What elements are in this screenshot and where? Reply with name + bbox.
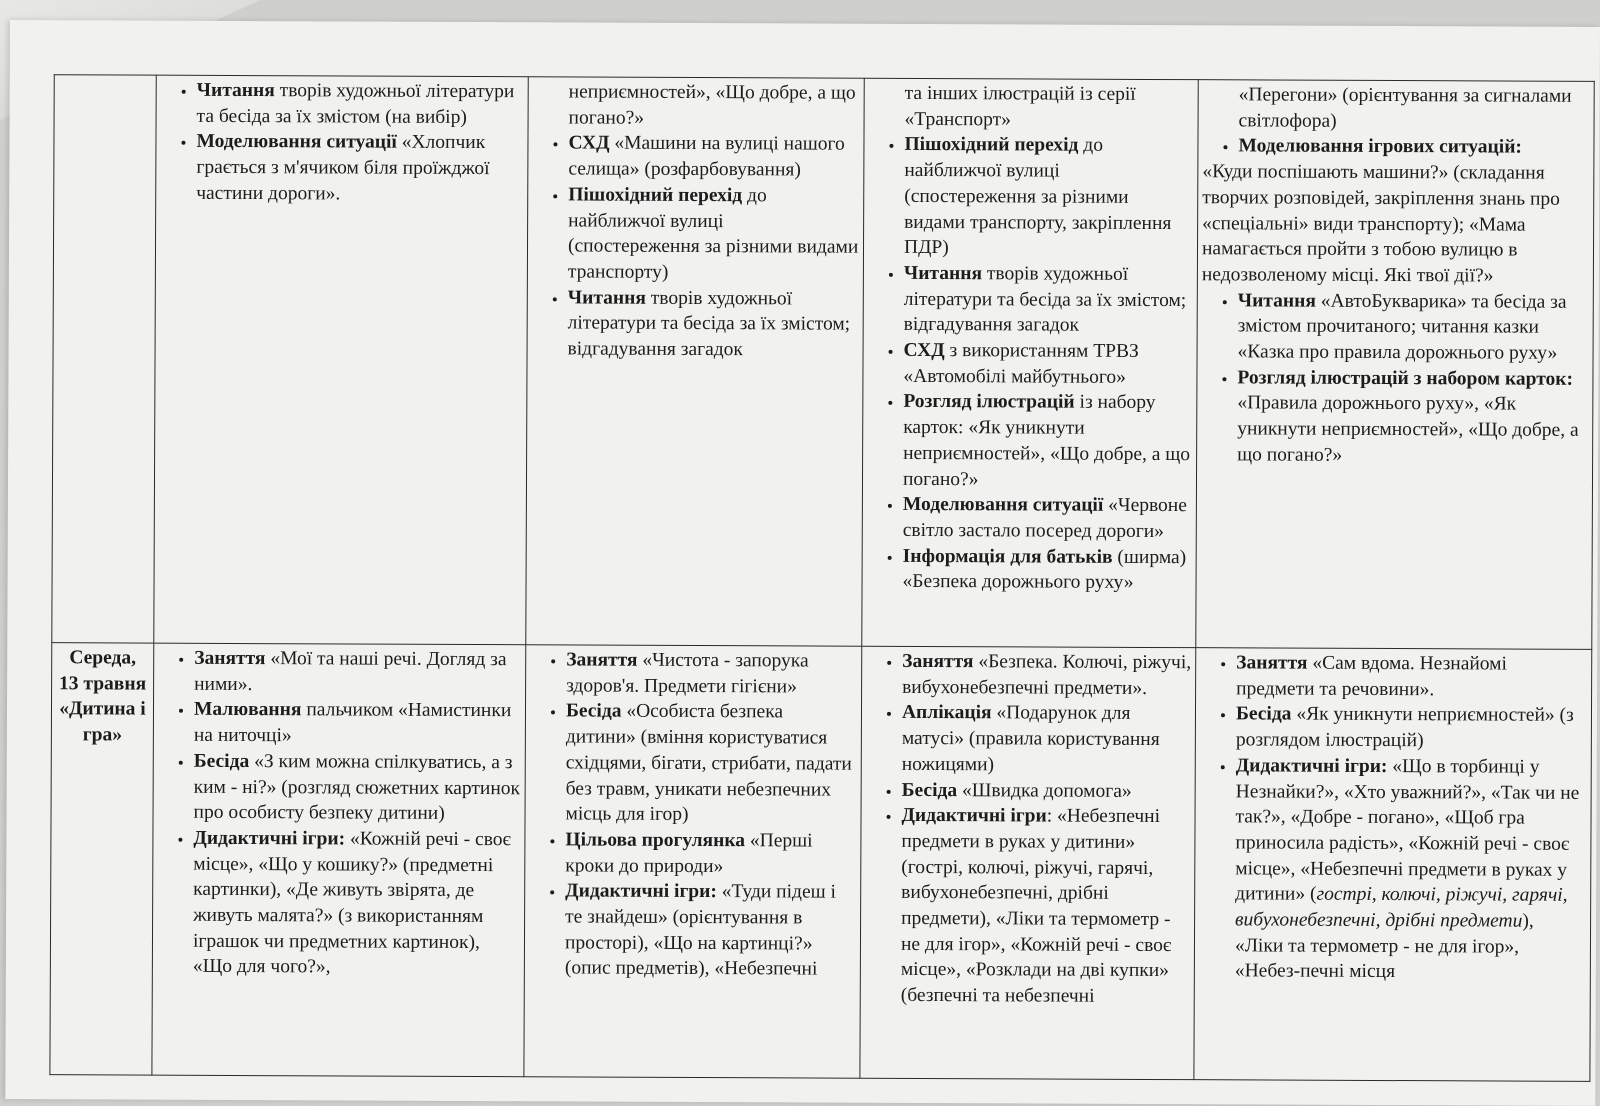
cell-top-d [1196, 80, 1594, 650]
item-title: Моделювання ігрових ситуацій: [1238, 135, 1522, 159]
item-title: Читання [903, 262, 983, 285]
list-item [901, 803, 1191, 1010]
item-title: Бесіда [193, 750, 250, 772]
item-title: Заняття [566, 649, 638, 671]
item-title: Заняття [194, 647, 266, 670]
activity-plan-table [49, 74, 1594, 1082]
list-item [565, 827, 856, 880]
item-title: Дидактичні ігри: [193, 827, 346, 850]
item-title: Бесіда [1235, 703, 1292, 726]
cell-top-b [526, 77, 864, 646]
list-item [194, 697, 521, 750]
item-title: Дидактичні ігри [901, 805, 1047, 827]
item-text: до найближчої вулиці (спостереження за різними видами транспорту, закріплення ПДР) [903, 135, 1172, 259]
list-item [197, 78, 524, 131]
item-text: творів художньої літератури та бесіда за їх змістом; відгадування загадок [903, 263, 1187, 336]
item-text: «Сам вдома. Незнайомі предмети та речовини». [1236, 652, 1508, 700]
item-text: (ширма) «Безпека дорожнього руху» [902, 546, 1187, 594]
list-item [196, 129, 523, 208]
list-item [902, 544, 1191, 597]
item-text: : «Небезпечні предмети в руках у дитини» (гострі, колючі, ріжучі, гарячі, вибухонебезпечні, дрібні предмети), «Ліки та термометр - не для ігор», «Кожній речі - своє місце», «Розклади на дві купки» (безпечні та небезпечні [900, 805, 1172, 1007]
table-row [50, 643, 1592, 1082]
item-text: «Подарунок для матусі» (правила користування ножицями) [901, 702, 1160, 776]
list-item [568, 131, 859, 184]
item-title: Моделювання ситуації [902, 494, 1104, 517]
item-title: Дидактичні ігри: [565, 880, 717, 903]
item-title: Читання [196, 79, 275, 102]
list-item [903, 492, 1192, 545]
day-cell-empty [52, 75, 156, 643]
italic-text: гострі, колючі, ріжучі, гарячі, вибухонебезпечні, дрібні предмети [1235, 884, 1568, 932]
item-text: «Перші кроки до природи» [565, 830, 813, 877]
list-item [566, 647, 857, 700]
item-title: Читання [1237, 289, 1316, 312]
item-title: Дидактичні ігри: [1235, 755, 1388, 777]
item-text: «Червоне світло застало посеред дороги» [902, 495, 1187, 542]
list-item [568, 182, 859, 286]
item-text: «Чистота - запорука здоров'я. Предмети гігієни» [566, 649, 809, 698]
item-text: до найближчої вулиці (спостереження за різними видами транспорту) [567, 185, 859, 283]
continued-text: неприємностей», «Що добре, а що погано?» [568, 81, 856, 129]
day-name: Середа, [69, 647, 137, 669]
item-text: «Безпека. Колючі, ріжучі, вибухонебезпечні предмети». [902, 651, 1192, 699]
item-text: із набору карток: «Як уникнути неприємностей», «Що добре, а що погано?» [902, 392, 1191, 490]
item-title: Читання [567, 287, 646, 309]
continued-text: «Перегони» (орієнтування за сигналами світлофора) [1238, 84, 1572, 132]
list-item [902, 649, 1191, 702]
item-title: СХД [568, 132, 610, 155]
item-title: Малювання [193, 699, 302, 721]
list-item [193, 749, 520, 828]
item-text: «Машини на вулиці нашого селища» (розфарбовування) [568, 133, 845, 181]
item-title: Аплікація [901, 702, 992, 724]
item-title: Інформація для батьків [902, 545, 1113, 568]
day-theme: «Дитина і гра» [59, 698, 146, 746]
list-item [903, 338, 1192, 391]
item-text: творів художньої літератури та бесіда за їх змістом; відгадування загадок [567, 287, 851, 361]
list-item [902, 700, 1191, 778]
item-text: «Кожній речі - своє місце», «Що у кошику?» (предметні картинки), «Де живуть звірята, де живуть малята?» (з використанням іграшок чи предметних картинок), «Що для чого?», [192, 828, 511, 978]
list-item [194, 646, 521, 699]
item-title: Бесіда [901, 779, 958, 801]
item-text: «Правила дорожнього руху», «Як уникнути неприємностей», «Що добре, а що погано?» [1237, 392, 1579, 466]
item-text: «З ким можна спілкуватись, а з ким - ні?» (розгляд сюжетних картинок про особисту безпеку дитини) [193, 750, 521, 825]
item-title: Розгляд ілюстрацій [903, 391, 1075, 414]
day-cell [50, 643, 154, 1075]
table-row [52, 75, 1594, 650]
item-text: «Хлопчик грається з м'ячиком біля проїжджої частини дороги». [196, 132, 490, 205]
item-text: пальчиком «Намистинки на ниточці» [193, 699, 512, 747]
continued-text: та інших ілюстрацій із серії «Транспорт» [904, 82, 1136, 131]
cell-bottom-c [860, 646, 1196, 1079]
item-title: Бесіда [565, 700, 622, 723]
item-title: Заняття [1236, 652, 1308, 674]
item-title: Розгляд ілюстрацій з набором карток: [1237, 367, 1574, 390]
list-item [565, 879, 856, 983]
list-item [903, 389, 1192, 493]
list-item [1238, 134, 1589, 161]
list-item [1237, 365, 1588, 469]
item-text: ), «Ліки та термометр - не для ігор», «Небез-печні місця [1234, 910, 1534, 983]
list-item [1238, 288, 1589, 367]
day-date: 13 травня [58, 672, 147, 695]
cell-top-a [154, 75, 528, 645]
item-title: Заняття [902, 650, 974, 673]
item-title: Цільова прогулянка [565, 829, 746, 852]
cell-bottom-a [152, 643, 526, 1077]
item-title: Пішохідний перехід [568, 184, 743, 207]
item-text: з використанням ТРВЗ «Автомобілі майбутнього» [903, 340, 1139, 388]
item-text: творів художньої літератури та бесіда за їх змістом (на вибір) [196, 80, 515, 128]
cell-top-c [862, 78, 1198, 647]
list-item [1236, 702, 1587, 755]
cell-bottom-b [524, 645, 862, 1078]
list-item [568, 285, 859, 363]
list-item [902, 777, 1191, 804]
item-text: «Туди підеш і те знайдеш» (орієнтування в просторі), «Що на картинці?» (опис предметів), «Небезпечні [564, 881, 836, 980]
item-text: «Швидка допомога» [957, 779, 1132, 802]
item-text: «Як уникнути неприємностей» (з розглядом ілюстрацій) [1235, 704, 1574, 752]
list-item [904, 132, 1194, 262]
list-item [1235, 753, 1587, 986]
list-item [193, 826, 521, 982]
item-title: СХД [903, 339, 945, 362]
item-title: Пішохідний перехід [904, 134, 1079, 157]
item-text: «АвтоБукварика» та бесіда за змістом прочитаного; читання казки «Казка про правила дорожнього руху» [1237, 290, 1567, 364]
item-text: «Що в торбинці у Незнайки?», «Хто уважний?», «Так чи не так?», «Добре - погано», «Щоб гра приносила радість», «Кожній речі - своє місце», «Небезпечні предмети в руках у дитини» ( [1235, 755, 1580, 906]
document-sheet [5, 20, 1600, 1106]
paragraph-text: «Куди поспішають машини?» (складання творчих розповідей, закріплення знань про «спеціальні» види транспорту); «Мама намагається пройти з тобою вулицю в недозволеному місці. Які твої дії?» [1201, 161, 1561, 287]
item-text: «Мої та наші речі. Догляд за ними». [194, 648, 507, 695]
item-title: Моделювання ситуації [196, 131, 397, 154]
item-text: «Особиста безпека дитини» (вміння користуватися східцями, бігати, стрибати, падати без травм, уникати небезпечних місць для ігор) [565, 701, 852, 826]
cell-bottom-d [1194, 648, 1592, 1082]
list-item [904, 261, 1193, 339]
list-item [1236, 650, 1587, 703]
list-item [565, 699, 857, 829]
